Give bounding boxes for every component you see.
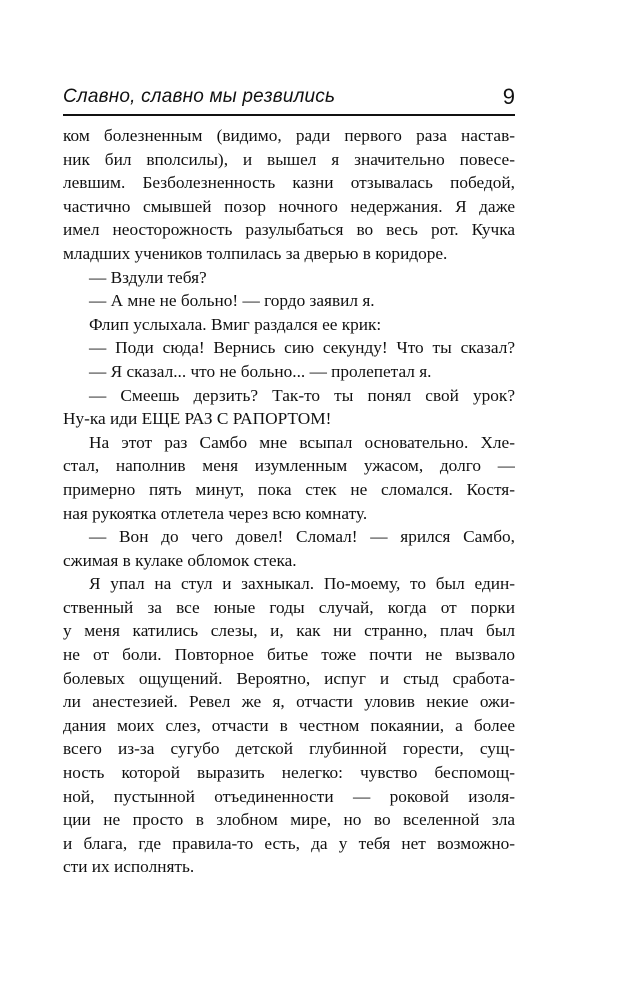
text-line: сти их исполнять. [63, 857, 195, 877]
page-number: 9 [502, 84, 515, 109]
text-line: не от боли. Повторное битье тоже почти не вызвало [63, 645, 515, 665]
text-line: — Поди сюда! Вернись сию секунду! Что ты сказал? [89, 338, 515, 358]
text-line: ственный за все юные годы случай, когда от порки [63, 597, 515, 617]
text-line: сжимая в кулаке обломок стека. [63, 550, 297, 570]
running-header [63, 84, 515, 116]
text-line: младших учеников толпилась за дверью в коридоре. [63, 243, 448, 263]
text-line: примерно пять минут, пока стек не сломался. Костя- [63, 479, 515, 499]
text-line: ник бил вполсилы), и вышел я значительно повесе- [63, 149, 515, 169]
running-title: Славно, славно мы резвились [63, 86, 336, 107]
text-line: ная рукоятка отлетела через всю комнату. [63, 503, 368, 523]
text-line: всего из-за сугубо детской глубинной горести, сущ- [63, 739, 515, 759]
text-line: ли анестезией. Ревел же я, отчасти уловив некие ожи- [63, 692, 515, 712]
text-line: — А мне не больно! — гордо заявил я. [89, 291, 375, 311]
page-body-text [63, 124, 515, 879]
text-line: ность которой выразить нелегко: чувство беспомощ- [63, 763, 515, 783]
text-line: — Смеешь дерзить? Так-то ты понял свой урок? [89, 385, 515, 405]
text-line: — Вон до чего довел! Сломал! — ярился Самбо, [89, 527, 515, 547]
text-line: Ну-ка иди ЕЩЕ РАЗ С РАПОРТОМ! [63, 409, 332, 429]
text-line: левшим. Безболезненность казни отзывалась победой, [63, 173, 515, 193]
text-line: — Я сказал... что не больно... — пролепетал я. [89, 361, 432, 381]
text-line: частично смывшей позор ночного недержания. Я даже [63, 196, 515, 216]
text-line: ции не просто в злобном мире, но во вселенной зла [63, 810, 515, 830]
text-line: Флип услыхала. Вмиг раздался ее крик: [89, 314, 382, 334]
text-line: стал, наполнив меня изумленным ужасом, долго — [63, 456, 515, 476]
text-line: у меня катились слезы, и, как ни странно, плач был [63, 621, 515, 641]
text-line: имел неосторожность разулыбаться во весь рот. Кучка [63, 220, 515, 240]
text-line: ной, пустынной отъединенности — роковой изоля- [63, 786, 515, 806]
text-line: — Вздули тебя? [89, 267, 207, 287]
text-line: болевых ощущений. Вероятно, испуг и стыд сработа- [63, 668, 515, 688]
text-line: и блага, где правила-то есть, да у тебя нет возможно- [63, 833, 515, 853]
text-line: Я упал на стул и захныкал. По-моему, то был един- [89, 574, 515, 594]
text-line: дания моих слез, отчасти в честном покаянии, а более [63, 715, 515, 735]
text-line: ком болезненным (видимо, ради первого раза настав- [63, 126, 515, 145]
text-line: На этот раз Самбо мне всыпал основательно. Хле- [89, 432, 515, 452]
